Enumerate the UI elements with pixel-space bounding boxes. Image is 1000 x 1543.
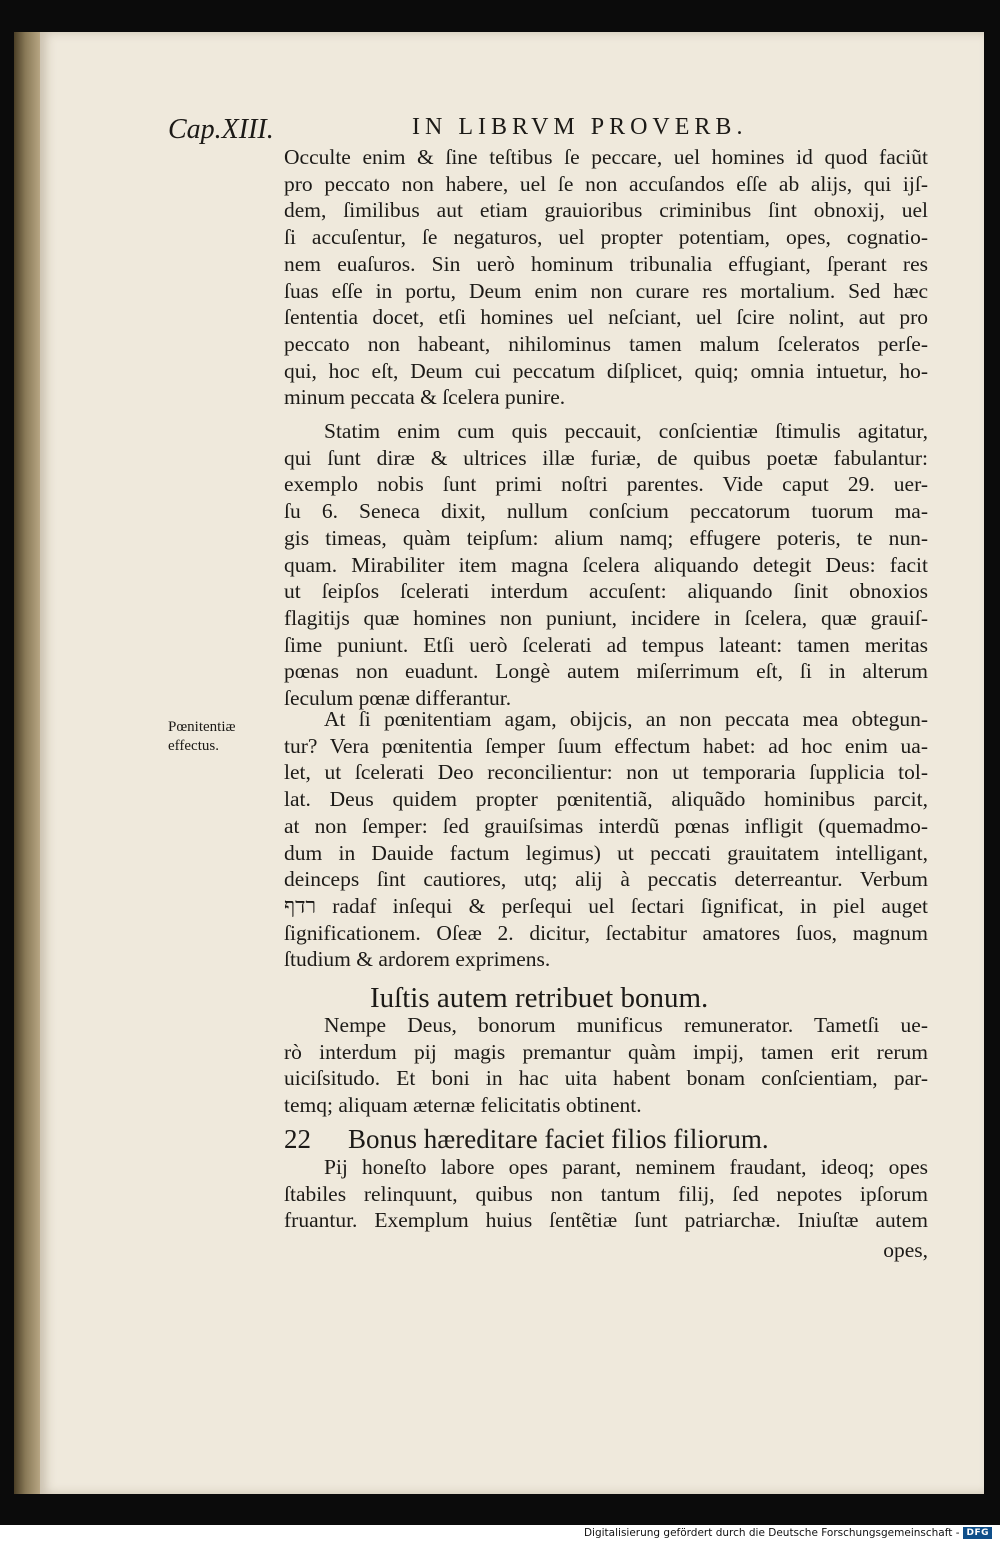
lemma-heading: Iuſtis autem retribuet bonum. <box>370 982 709 1014</box>
text-line: exemplo nobis ſunt primi noſtri parentes. Vide caput 29. uer- <box>284 472 928 497</box>
text-line: tur? Vera pœnitentia ſemper ſuum effectum habet: ad hoc enim ua- <box>284 733 928 758</box>
text-line: gis timeas, quàm teipſum: alium namq; effugere poteris, te nun- <box>284 525 928 550</box>
text-line: dem, ſimilibus aut etiam grauioribus criminibus ſint obnoxij, uel <box>284 198 928 223</box>
text-line: At ſi pœnitentiam agam, obijcis, an non peccata mea obtegun- <box>324 707 928 731</box>
text-line: qui ſunt diræ & ultrices illæ furiæ, de quibus poetæ fabulantur: <box>284 445 928 470</box>
paragraph-2 <box>284 418 928 712</box>
verse-text: Bonus hæreditare faciet filios filiorum. <box>348 1124 769 1154</box>
paragraph-4 <box>284 1012 928 1119</box>
text-line: Pij honeſto labore opes parant, neminem fraudant, ideoq; opes <box>324 1155 928 1179</box>
text-line: ſtabiles relinquunt, quibus non tantum filij, ſed nepotes ipſorum <box>284 1181 928 1206</box>
text-line: ſeculum pœnæ differantur. <box>284 686 512 711</box>
text-line: רדף radaf inſequi & perſequi uel ſectari ſignificat, in piel auget <box>284 893 928 918</box>
text-line: dum in Dauide factum legimus) ut peccati grauitatem intelligant, <box>284 840 928 865</box>
text-line: deinceps ſint cautiores, utq; alij à peccatis deterreantur. Verbum <box>284 867 928 892</box>
digitization-credit <box>584 1527 992 1539</box>
text-line: at non ſemper: ſed grauiſsimas interdũ pœnas infligit (quemadmo- <box>284 813 928 838</box>
text-line: temq; aliquam æternæ felicitatis obtinent. <box>284 1093 642 1118</box>
book-spine-edge <box>14 32 40 1494</box>
marginal-note-line: effectus. <box>168 738 219 754</box>
text-line: nem euaſuros. Sin uerò hominum tribunalia effugiant, ſperant res <box>284 251 928 276</box>
text-line: ſtudium & ardorem exprimens. <box>284 947 551 972</box>
text-line: ſime puniunt. Etſi uerò ſcelerati ad tempus lateant: tamen meritas <box>284 632 928 657</box>
verse-heading <box>284 1124 769 1155</box>
chapter-heading: Cap.XIII. <box>168 114 274 145</box>
text-line: flagitijs quæ homines non puniunt, incidere in ſcelera, quæ grauiſ- <box>284 605 928 630</box>
text-line: minum peccata & ſcelera punire. <box>284 385 566 410</box>
verse-number: 22 <box>284 1124 311 1154</box>
text-line: Occulte enim & ſine teſtibus ſe peccare, uel homines id quod faciũt <box>284 145 928 169</box>
catchword: opes, <box>883 1238 928 1262</box>
text-line: peccato non habeant, nihilominus tamen malum ſceleratos perſe- <box>284 331 928 356</box>
credit-text: Digitalisierung gefördert durch die Deutsche Forschungsgemeinschaft - <box>583 1527 960 1539</box>
text-line: ſi accuſentur, ſe negaturos, uel propter potentiam, opes, cognatio- <box>284 225 928 250</box>
marginal-note-line: Pœnitentiæ <box>168 719 236 735</box>
marginal-note <box>168 718 236 756</box>
text-line: rò interdum pij magis premantur quàm impij, tamen erit rerum <box>284 1039 928 1064</box>
running-title: IN LIBRVM PROVERB. <box>412 114 748 140</box>
text-line: uiciſsitudo. Et boni in hac uita habent bonam conſcientiam, par- <box>284 1066 928 1091</box>
dfg-logo: DFG <box>963 1527 992 1539</box>
text-line: Nempe Deus, bonorum munificus remunerator. Tametſi ue- <box>324 1013 928 1037</box>
text-line: lat. Deus quidem propter pœnitentiã, aliquãdo hominibus parcit, <box>284 787 928 812</box>
text-line: pœnas non euadunt. Longè autem miſerrimum eſt, ſi in alterum <box>284 659 928 684</box>
text-line: ſententia docet, etſi homines uel neſciant, uel ſcire nolint, aut pro <box>284 305 928 330</box>
text-line: ut ſeipſos ſcelerati interdum accuſent: aliquando ſinit obnoxios <box>284 579 928 604</box>
paragraph-3 <box>284 706 928 973</box>
text-line: fruantur. Exemplum huius ſentẽtiæ ſunt patriarchæ. Iniuſtæ autem <box>284 1208 928 1233</box>
text-line: ſignificationem. Oſeæ 2. dicitur, ſectabitur amatores ſuos, magnum <box>284 920 928 945</box>
text-line: let, ut ſcelerati Deo reconcilientur: non ut temporaria ſupplicia tol- <box>284 760 928 785</box>
text-line: quam. Mirabiliter item magna ſcelera aliquando detegit Deus: facit <box>284 552 928 577</box>
text-line: pro peccato non habere, uel ſe non accuſandos eſſe ab alijs, qui ijſ- <box>284 171 928 196</box>
paragraph-5 <box>284 1154 928 1234</box>
text-line: ſuas eſſe in portu, Deum enim non curare res mortalium. Sed hæc <box>284 278 928 303</box>
text-line: qui, hoc eſt, Deum cui peccatum diſplicet, quiq; omnia intuetur, ho- <box>284 358 928 383</box>
paragraph-1 <box>284 144 928 411</box>
text-line: ſu 6. Seneca dixit, nullum conſcium peccatorum tuorum ma- <box>284 499 928 524</box>
text-line: Statim enim cum quis peccauit, conſcientiæ ſtimulis agitatur, <box>324 419 928 443</box>
